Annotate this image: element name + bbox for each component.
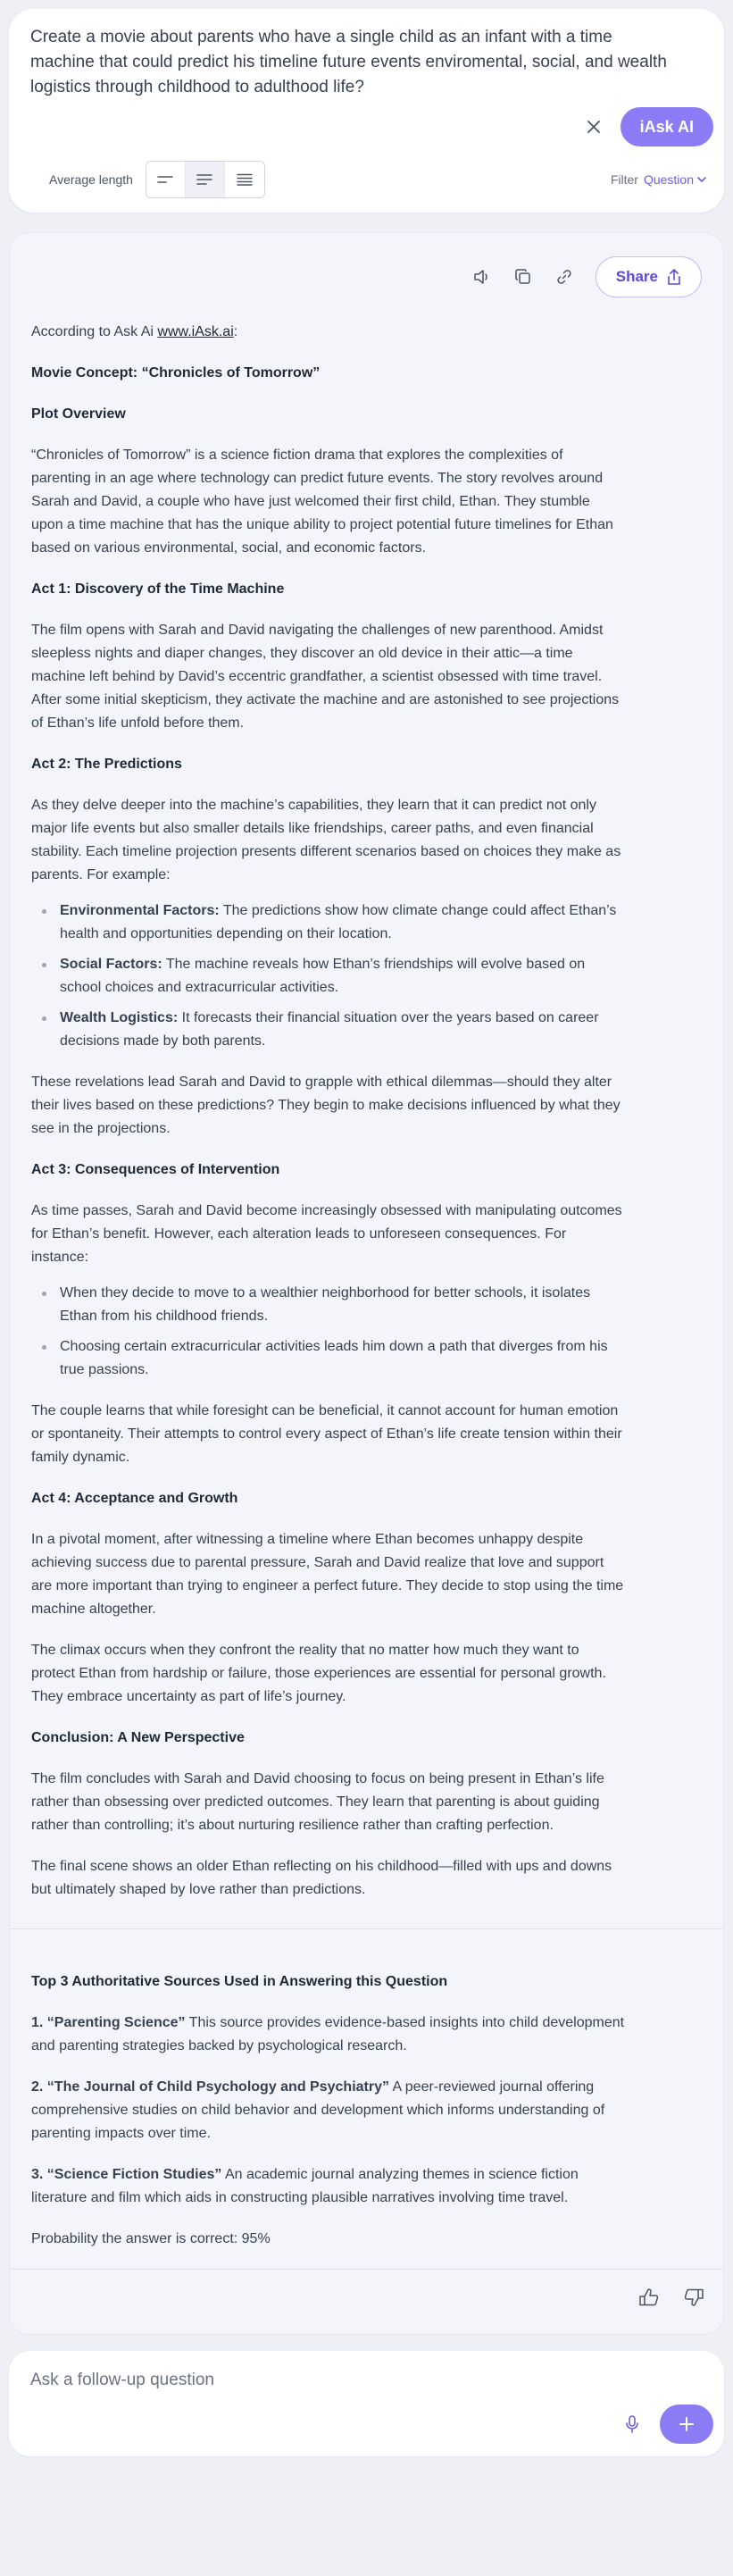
filter-value: Question (643, 172, 694, 187)
share-button[interactable] (596, 256, 702, 297)
movie-concept-heading: Movie Concept: “Chronicles of Tomorrow” (31, 365, 321, 381)
sources-section (10, 1970, 723, 2251)
conclusion-text-2: The final scene shows an older Ethan reflecting on his childhood—filled with ups and downs but ultimately shaped by love rather than predictions. (31, 1859, 612, 1897)
answer-toolbar (10, 233, 723, 321)
followup-input[interactable] (30, 2371, 566, 2390)
list-item: Environmental Factors: The predictions show how climate change could affect Ethan’s health and opportunities depending on their location. (31, 899, 625, 946)
act4-text-1: In a pivotal moment, after witnessing a timeline where Ethan becomes unhappy despite achieving success due to parental pressure, Sarah and David realize that love and support are more important than trying to engineer a perfect future. They decide to stop using the time machine altogether. (31, 1532, 624, 1617)
list-item: Choosing certain extracurricular activities leads him down a path that diverges from his true passions. (31, 1335, 625, 1382)
thumbs-up-icon[interactable] (639, 2287, 659, 2307)
act3-heading: Act 3: Consequences of Intervention (31, 1162, 280, 1177)
share-label: Share (615, 268, 658, 285)
conclusion-heading: Conclusion: A New Perspective (31, 1730, 245, 1745)
answer-intro: According to Ask Ai www.iAsk.ai: (31, 324, 238, 339)
question-text[interactable]: Create a movie about parents who have a single child as an infant with a time machine that could predict his timeline future events enviromental, social, and wealth logistics through childhood to adulthood life? (30, 28, 667, 96)
answer-content (10, 321, 723, 1902)
act4-text-2: The climax occurs when they confront the reality that no matter how much they want to protect Ethan from hardship or failure, those experiences are essential for personal growth. They embrace uncertainty as part of life’s journey. (31, 1643, 606, 1704)
question-card (9, 9, 724, 213)
act2-after-text: These revelations lead Sarah and David to grapple with ethical dilemmas—should they alter their lives based on these predictions? They begin to make decisions influenced by what they see in the projections. (31, 1075, 621, 1136)
act4-heading: Act 4: Acceptance and Growth (31, 1491, 238, 1506)
question-actions (583, 107, 713, 146)
followup-actions (622, 2405, 713, 2444)
list-item: Wealth Logistics: It forecasts their financial situation over the years based on career decisions made by both parents. (31, 1007, 625, 1053)
length-selector (30, 161, 265, 198)
link-icon[interactable] (554, 267, 574, 287)
length-options (146, 161, 265, 198)
question-footer (30, 161, 706, 198)
filter-label: Filter (610, 172, 638, 187)
act2-list (31, 899, 625, 1053)
chevron-down-icon (697, 177, 706, 183)
speaker-icon[interactable] (472, 267, 492, 287)
submit-followup-button[interactable] (660, 2405, 713, 2444)
act1-text: The film opens with Sarah and David navigating the challenges of new parenthood. Amidst sleepless nights and diaper changes, they discover an old device in their attic—a time machine left behind by David’s eccentric grandfather, a scientist obsessed with time travel. After some initial skepticism, they activate the machine and are astonished to see projections of Ethan’s life unfold before them. (31, 623, 620, 731)
act3-after-text: The couple learns that while foresight can be beneficial, it cannot account for human emotion or spontaneity. Their attempts to control every aspect of Ethan’s life create tension within their family dynamic. (31, 1403, 622, 1465)
answer-card (9, 232, 724, 2335)
microphone-icon[interactable] (622, 2414, 642, 2434)
plot-overview-text: “Chronicles of Tomorrow” is a science fiction drama that explores the complexities of parenting in an age where technology can predict future events. The story revolves around Sarah and David, a couple who have just welcomed their first child, Ethan. They stumble upon a time machine that has the unique ability to project potential future timelines for Ethan based on various environmental, social, and economic factors. (31, 447, 613, 556)
feedback-bar (10, 2269, 723, 2307)
share-icon (667, 269, 681, 285)
source-item: 1. “Parenting Science” This source provides evidence-based insights into child development and parenting strategies backed by psychological research. (31, 2015, 625, 2053)
plot-overview-heading: Plot Overview (31, 406, 126, 422)
probability-text: Probability the answer is correct: 95% (31, 2231, 271, 2246)
clear-icon[interactable] (583, 116, 604, 138)
ask-button[interactable]: iAsk AI (621, 107, 713, 146)
act1-heading: Act 1: Discovery of the Time Machine (31, 581, 285, 597)
list-item: Social Factors: The machine reveals how Ethan’s friendships will evolve based on school choices and extracurricular activities. (31, 953, 625, 999)
list-item: When they decide to move to a wealthier neighborhood for better schools, it isolates Ethan from his childhood friends. (31, 1282, 625, 1328)
plus-icon (679, 2416, 695, 2432)
short-length-icon (157, 174, 173, 185)
followup-box (9, 2351, 724, 2456)
section-divider (10, 1928, 723, 1929)
average-length-icon (196, 173, 212, 186)
conclusion-text-1: The film concludes with Sarah and David choosing to focus on being present in Ethan’s life rather than obsessing over predicted outcomes. They learn that parenting is about guiding rather than controlling; it’s about nurturing resilience rather than crafting perfection. (31, 1771, 604, 1833)
length-long-button[interactable] (225, 162, 264, 197)
act3-text: As time passes, Sarah and David become increasingly obsessed with manipulating outcomes for Ethan’s benefit. However, each alteration leads to unforeseen consequences. For instance: (31, 1203, 622, 1265)
length-short-button[interactable] (146, 162, 186, 197)
filter-dropdown[interactable] (644, 172, 706, 187)
source-item: 3. “Science Fiction Studies” An academic journal analyzing themes in science fiction literature and film which aids in constructing plausible narratives involving time travel. (31, 2167, 579, 2205)
copy-icon[interactable] (513, 267, 533, 287)
sources-heading: Top 3 Authoritative Sources Used in Answering this Question (31, 1974, 448, 1989)
source-item: 2. “The Journal of Child Psychology and Psychiatry” A peer-reviewed journal offering comprehensive studies on child behavior and development which informs understanding of parenting impacts over time. (31, 2079, 605, 2141)
source-link[interactable]: www.iAsk.ai (157, 324, 234, 339)
act2-text: As they delve deeper into the machine’s capabilities, they learn that it can predict not only major life events but also smaller details like friendships, career paths, and even financial stability. Each timeline projection presents different scenarios based on choices they make as parents. For example: (31, 798, 621, 882)
filter-control[interactable] (611, 172, 706, 187)
thumbs-down-icon[interactable] (684, 2287, 704, 2307)
length-average-button[interactable] (186, 162, 225, 197)
length-label: Average length (49, 172, 133, 187)
act3-list (31, 1282, 625, 1382)
long-length-icon (237, 173, 253, 186)
act2-heading: Act 2: The Predictions (31, 757, 182, 772)
